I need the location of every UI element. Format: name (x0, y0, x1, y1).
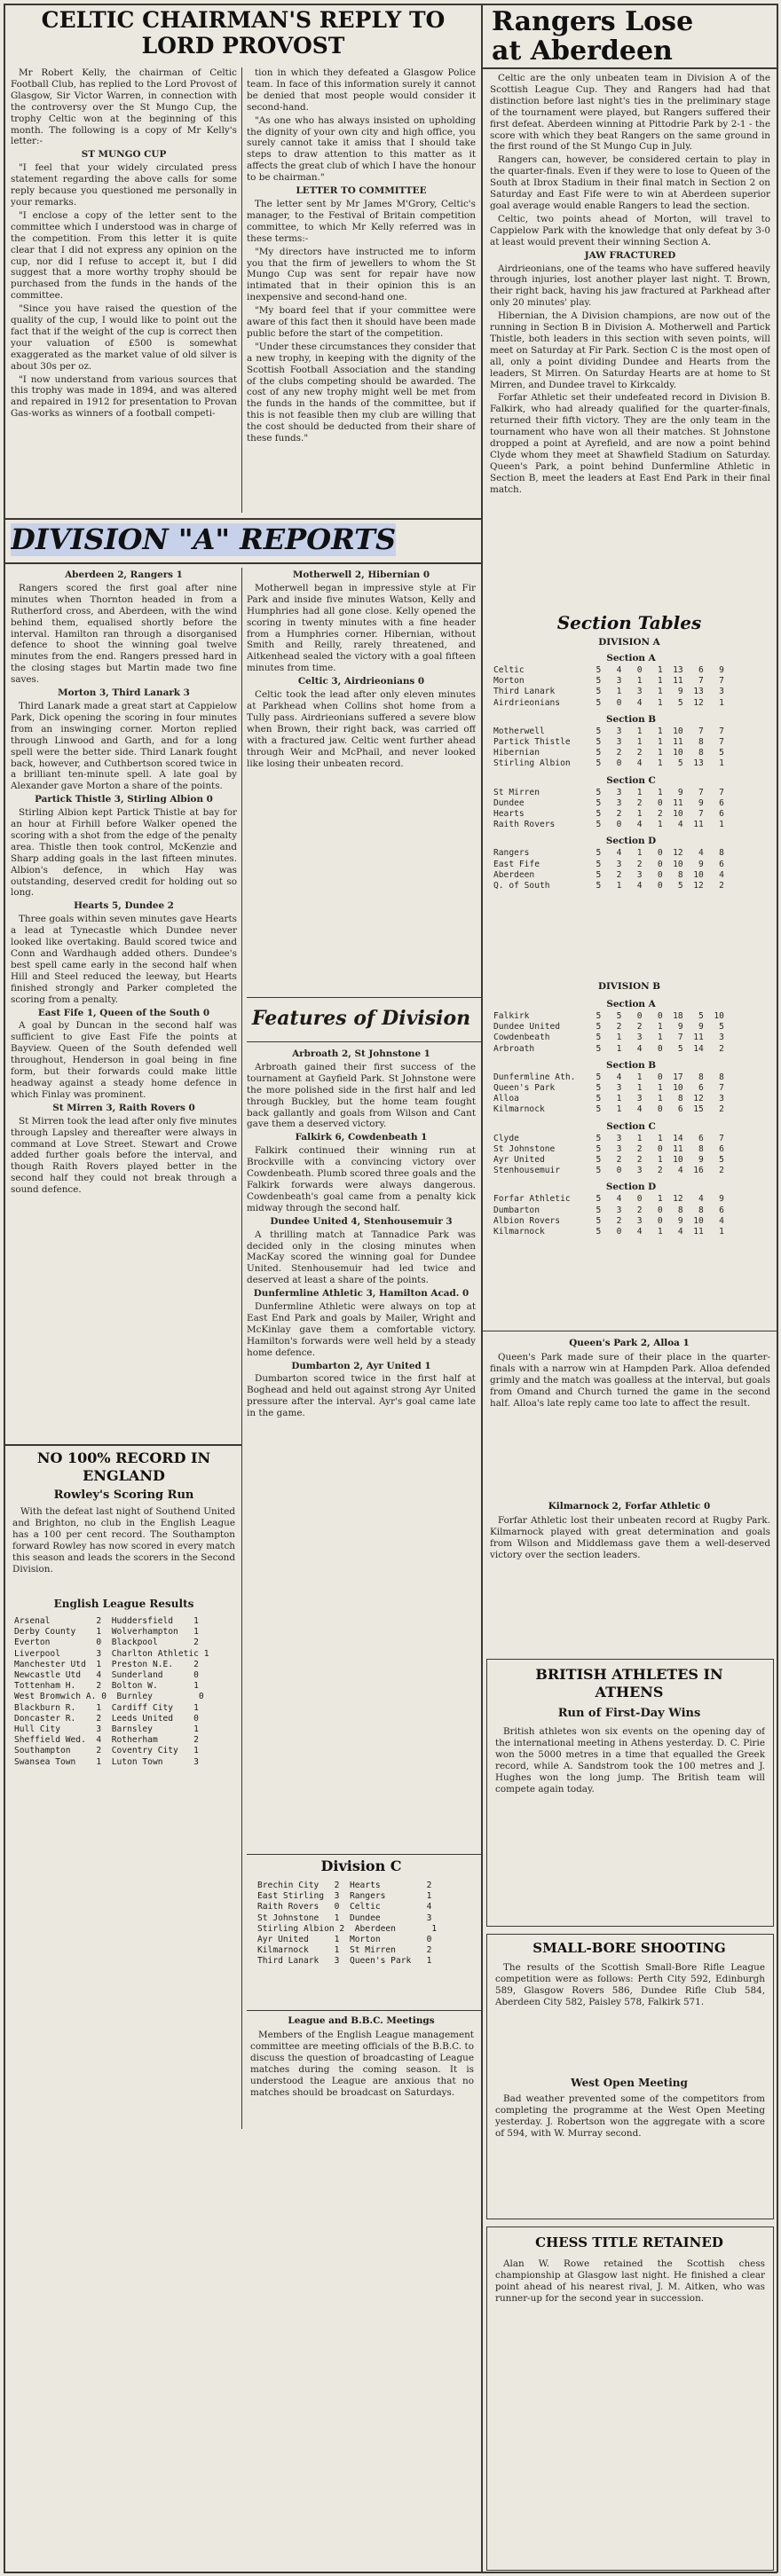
celtic-subhead: LETTER TO COMMITTEE (296, 185, 427, 197)
table-row: Albion Rovers 5 2 3 0 9 10 4 (493, 1215, 724, 1226)
section-title: Section D (605, 836, 657, 847)
english-results-title: English League Results (53, 1598, 194, 1610)
celtic-article-col1 (11, 67, 237, 529)
celtic-para: "I enclose a copy of the letter sent to the committee which I understood was in charge of the competition. From this letter it is quite clear that I did not express any opinion on the cup, nor did I refuse to accept it, but I did suggest that a more worthy trophy should be purchased from the funds in the hands of the committee. (11, 209, 237, 302)
celtic-para: tion in which they defeated a Glasgow Police team. In face of this information surely it cannot be denied that most people would consider it second-hand. (247, 67, 476, 113)
result-row: Tottenham H. 2 Bolton W. 1 (14, 1681, 199, 1692)
section-title: Section C (606, 1120, 656, 1132)
table-row: Q. of South 5 1 4 0 5 12 2 (493, 881, 724, 891)
chess-title: CHESS TITLE RETAINED (535, 2234, 723, 2250)
section-title: Section A (606, 653, 656, 664)
match-report: A thrilling match at Tannadice Park was decided only in the closing minutes when MacKay scored the winning goal for Dundee United. Stenhousemuir had led twice and deserved at least a share of the points. (247, 1229, 476, 1286)
division-a-tables (493, 648, 769, 976)
athletes-title: BRITISH ATHLETES IN ATHENS (535, 1666, 723, 1700)
match-heading: Motherwell 2, Hibernian 0 (292, 569, 430, 580)
match-report: Falkirk continued their winning run at Brockville with a convincing victory over Cowdenbeath. Plumb scored three goals and the Falkirk forwards were always dangerous. Cowdenbeath's goal came from a penalty kick midway through the second half. (247, 1145, 476, 1213)
queens-park-report: Queen's Park made sure of their place in the quarter-finals with a narrow win at Hampden Park. Alloa defended grimly and the match was goalless at the interval, but goals from Omand and Church turned the game in the second half. Alloa's late reply came too late to affect the result. (490, 1352, 770, 1409)
match-heading: Aberdeen 2, Rangers 1 (65, 569, 183, 580)
section-title: Section D (605, 1182, 657, 1193)
result-row: Raith Rovers 0 Celtic 4 (257, 1902, 432, 1912)
division-b-title: Features of Division (251, 1007, 471, 1030)
table-row: Dunfermline Ath. 5 4 1 0 17 8 8 (493, 1072, 724, 1082)
result-row: Kilmarnock 1 St Mirren 2 (257, 1945, 432, 1956)
smallbore-text: The results of the Scottish Small-Bore Rifle League competition were as follows: Perth City 592, Edinburgh 589, Glasgow Rovers 586, Dundee Rifle Club 584, Aberdeen City 582, Paisley 578, Falkirk 571. (495, 1962, 765, 2007)
table-row: Celtic 5 4 0 1 13 6 9 (493, 665, 724, 675)
rangers-para: Airdrieonians, one of the teams who have suffered heavily through injuries, lost another player last night. T. Brown, their right back, having his jaw fractured at Parkhead after only 20 minutes' play. (490, 263, 770, 309)
westopen-title: West Open Meeting (571, 2077, 688, 2089)
result-row: Newcastle Utd 4 Sunderland 0 (14, 1670, 199, 1681)
league-bbc-title: League and B.B.C. Meetings (288, 2015, 435, 2026)
result-row: Blackburn R. 1 Cardiff City 1 (14, 1702, 199, 1713)
table-row: Kilmarnock 5 0 4 1 4 11 1 (493, 1227, 724, 1237)
celtic-para: "My directors have instructed me to inform you that the firm of jewellers to whom the St Mungo Cup was sent for repair have now intimated that in their opinion this is an inexpensive and second-hand one. (247, 246, 476, 303)
result-row: Manchester Utd 1 Preston N.E. 2 (14, 1659, 199, 1669)
rangers-para: Celtic are the only unbeaten team in Division A of the Scottish League Cup. They and Rangers had had that distinction before last night's ties in the preliminary stage of the tournament were played, but Rangers suffered their first defeat. Aberdeen winning at Pittodrie Park by 2-1 - the score with which they beat Rangers on the same ground in the first round of the St Mungo Cup in July. (490, 73, 770, 153)
match-heading: Arbroath 2, St Johnstone 1 (292, 1048, 430, 1059)
match-report: Dumbarton scored twice in the first half at Boghead and held out against strong Ayr United pressure after the interval. Ayr's goal came late in the game. (247, 1373, 476, 1419)
result-row: Third Lanark 3 Queen's Park 1 (257, 1956, 432, 1967)
result-row: Everton 0 Blackpool 2 (14, 1637, 199, 1648)
match-heading: East Fife 1, Queen of the South 0 (37, 1007, 210, 1018)
rangers-para: Hibernian, the A Division champions, are now out of the running in Section B in Division A. Motherwell and Partick Thistle, both leaders in this section with seven points, will meet on Saturday at Fir Park. Section C is the most open of all, only a point dividing Dundee and Hearts from the leaders, St Mirren. On Saturday Hearts are at home to St Mirren, and Dundee travel to Kirkcaldy. (490, 310, 770, 390)
table-row: Dundee United 5 2 2 1 9 9 5 (493, 1022, 724, 1033)
rangers-article (490, 73, 770, 605)
table-row: Clyde 5 3 1 1 14 6 7 (493, 1133, 724, 1143)
match-heading: Hearts 5, Dundee 2 (74, 900, 174, 912)
table-row: Third Lanark 5 1 3 1 9 13 3 (493, 687, 724, 697)
match-report: Rangers scored the first goal after nine minutes when Thornton headed in from a Rutherford cross, and Aberdeen, with the wind behind them, equalised shortly before the interval. Hamilton ran through a disorganised defence to shoot the winning goal twelve minutes from the end. Rangers pressed hard in the closing stages but Martin made two fine saves. (11, 582, 237, 686)
division-a-title: DIVISION "A" REPORTS (11, 523, 397, 556)
match-report: Third Lanark made a great start at Cappielow Park, Dick opening the scoring in four minutes from an inswinging corner. Morton replied through Linwood and Garth, and for a long spell were the better side. Third Lanark fought back, however, and Cuthbertson scored twice in a brilliant ten-minute spell. A late goal by Alexander gave Morton a share of the points. (11, 700, 237, 792)
athletes-text: British athletes won six events on the opening day of the international meeting in Athens yesterday. D. C. Pirie won the 5000 metres in a time that equalled the Greek record, while A. Sandstrom took the 100 metres and J. Hughes won the long jump. The British team will compete again today. (495, 1726, 765, 1795)
result-row: Hull City 3 Barnsley 1 (14, 1724, 199, 1735)
table-row: Motherwell 5 3 1 1 10 7 7 (493, 726, 724, 736)
rangers-para: Rangers can, however, be considered certain to play in the quarter-finals. Even if they were to lose to Queen of the South at Ibrox Stadium in their final match in Section 2 on Saturday and East Fife were to win at Aberdeen superior goal average would enable Rangers to lead the section. (490, 154, 770, 211)
division-c-results (257, 1881, 470, 2005)
division-c-title: Division C (320, 1857, 402, 1874)
result-row: Swansea Town 1 Luton Town 3 (14, 1756, 199, 1767)
division-a-col1 (11, 568, 237, 1437)
division-b-tables (493, 993, 769, 1322)
no100-text: With the defeat last night of Southend United and Brighton, no club in the English League has a 100 per cent record. The Southampton forward Rowley has now scored in every match this season and leads the scorers in the Second Division. (12, 1506, 235, 1575)
celtic-para: "As one who has always insisted on upholding the dignity of your own city and high office, you surely cannot take it amiss that I should take steps to draw attention to this matter as it affects the great club of which I have the honour to be chairman." (247, 114, 476, 184)
table-row: Raith Rovers 5 0 4 1 4 11 1 (493, 820, 724, 830)
match-report: St Mirren took the lead after only five minutes through Lapsley and thereafter were always in command at Love Street. Stewart and Crowe added further goals before the interval, and though Raith Rovers played better in the second half they could not break through a sound defence. (11, 1115, 237, 1196)
result-row: Ayr United 1 Morton 0 (257, 1935, 432, 1945)
section-title: Section B (605, 713, 657, 725)
section-title: Section A (606, 999, 656, 1009)
league-bbc-text: Members of the English League management committee are meeting officials of the B.B.C. to discuss the question of broadcasting of League matches during the coming season. It is understood the League are anxious that no matches should be broadcast on Saturdays. (250, 2030, 474, 2098)
table-row: Rangers 5 4 1 0 12 4 8 (493, 848, 724, 859)
table-row: Hearts 5 2 1 2 10 7 6 (493, 809, 724, 820)
results-list (14, 1616, 236, 1768)
result-row: West Bromwich A. 0 Burnley 0 (14, 1692, 204, 1702)
rangers-para: Celtic, two points ahead of Morton, will travel to Cappielow Park with the knowledge that only defeat by 3-0 at least would prevent their winning Section A. (490, 213, 770, 247)
table-row: St Johnstone 5 3 2 0 11 8 6 (493, 1143, 724, 1154)
table-row: Aberdeen 5 2 3 0 8 10 4 (493, 869, 724, 880)
table-row: East Fife 5 3 2 0 10 9 6 (493, 859, 724, 869)
westopen-text: Bad weather prevented some of the competitors from completing the programme at the West Open Meeting yesterday. J. Robertson won the aggregate with a score of 594, with W. Murray second. (495, 2093, 765, 2139)
match-report: Three goals within seven minutes gave Hearts a lead at Tynecastle which Dundee never looked like overtaking. Bauld scored twice and Conn and Wardhaugh added others. Dundee's best spell came early in the second half when Hill and Steel reduced the leeway, but Hearts finished strongly and Parker completed the scoring from a penalty. (11, 914, 237, 1005)
match-heading: St Mirren 3, Raith Rovers 0 (52, 1102, 195, 1113)
result-row: Derby County 1 Wolverhampton 1 (14, 1627, 199, 1637)
table-row: Dumbarton 5 3 2 0 8 8 6 (493, 1205, 724, 1215)
celtic-para: "I feel that your widely circulated press statement regarding the above calls for some reply because you questioned me personally in your remarks. (11, 162, 237, 208)
match-heading: Dunfermline Athletic 3, Hamilton Acad. 0 (253, 1288, 469, 1300)
result-row: Arsenal 2 Huddersfield 1 (14, 1616, 199, 1626)
celtic-article-col2 (247, 67, 476, 529)
kilmarnock-heading: Kilmarnock 2, Forfar Athletic 0 (548, 1501, 711, 1512)
division-a-col2 (247, 568, 476, 993)
table-row: Airdrieonians 5 0 4 1 5 12 1 (493, 697, 724, 708)
result-row: St Johnstone 1 Dundee 3 (257, 1912, 432, 1923)
match-heading: Partick Thistle 3, Stirling Albion 0 (35, 794, 213, 805)
table-row: Forfar Athletic 5 4 0 1 12 4 9 (493, 1194, 724, 1205)
headline-celtic: CELTIC CHAIRMAN'S REPLY TO LORD PROVOST (41, 7, 446, 59)
result-row: Southampton 2 Coventry City 1 (14, 1746, 199, 1756)
headline-rangers: Rangers Lose at Aberdeen (492, 7, 694, 62)
rangers-subhead: JAW FRACTURED (584, 249, 676, 261)
match-heading: Dumbarton 2, Ayr United 1 (291, 1360, 431, 1371)
table-row: Kilmarnock 5 1 4 0 6 15 2 (493, 1104, 724, 1115)
rangers-para: Forfar Athletic set their undefeated record in Division B. Falkirk, who had already qualified for the quarter-finals, returned their fifth victory. They are the only team in the tournament who have won all their matches. St Johnstone dropped a point at Ayrefield, and are now a point behind Clyde whom they meet at Shawfield Stadium on Saturday. Queen's Park, a point behind Dunfermline Athletic in Section B, meet the leaders at East End Park in their final match. (490, 392, 770, 495)
section-title: Section C (606, 774, 656, 786)
celtic-para: The letter sent by Mr James M'Grory, Celtic's manager, to the Festival of Britain competition committee, to which Mr Kelly referred was in these terms:- (247, 198, 476, 244)
athletes-sub: Run of First-Day Wins (557, 1707, 701, 1720)
celtic-para: "My board feel that if your committee were aware of this fact then it should have been made public before the start of the competition. (247, 305, 476, 339)
table-row: Cowdenbeath 5 1 3 1 7 11 3 (493, 1033, 724, 1043)
table-row: Stenhousemuir 5 0 3 2 4 16 2 (493, 1166, 724, 1176)
section-title: Section B (605, 1059, 657, 1071)
table-row: Arbroath 5 1 4 0 5 14 2 (493, 1043, 724, 1054)
celtic-para: "I now understand from various sources that this trophy was made in 1894, and was altered and repaired in 1912 for presentation to Provan Gas-works as winners of a football competi- (11, 373, 237, 420)
division-a-label: DIVISION A (598, 637, 660, 648)
result-row: Brechin City 2 Hearts 2 (257, 1881, 432, 1890)
results-list (257, 1881, 470, 1967)
section-tables-title: Section Tables (556, 612, 702, 633)
table-row: Ayr United 5 2 2 1 10 9 5 (493, 1155, 724, 1166)
smallbore-title: SMALL-BORE SHOOTING (532, 1940, 726, 1956)
kilmarnock-report: Forfar Athletic lost their unbeaten record at Rugby Park. Kilmarnock played with great determination and goals from Wilson and Middlemass gave them a well-deserved victory over the section leaders. (490, 1515, 770, 1560)
result-row: Sheffield Wed. 4 Rotherham 2 (14, 1735, 199, 1746)
table-row: St Mirren 5 3 1 1 9 7 7 (493, 787, 724, 797)
english-results (14, 1616, 236, 2131)
table-row: Falkirk 5 5 0 0 18 5 10 (493, 1011, 724, 1021)
match-heading: Celtic 3, Airdrieonians 0 (297, 676, 425, 687)
table-row: Queen's Park 5 3 1 1 10 6 7 (493, 1083, 724, 1094)
match-report: Dunfermline Athletic were always on top at East End Park and goals by Mailer, Wright and McKinlay gave them a comfortable victory. Hamilton's forwards were well held by a steady home defence. (247, 1301, 476, 1358)
match-heading: Morton 3, Third Lanark 3 (58, 687, 190, 699)
result-row: East Stirling 3 Rangers 1 (257, 1891, 432, 1902)
division-b-col (247, 1047, 476, 1845)
match-report: Celtic took the lead after only eleven minutes at Parkhead when Collins shot home from a Tully pass. Airdrieonians suffered a severe blow when Brown, their right back, was carried off with a fractured jaw. Celtic went further ahead through Weir and McPhail, and never looked like losing their unbeaten record. (247, 689, 476, 769)
table-row: Morton 5 3 1 1 11 7 7 (493, 676, 724, 687)
match-heading: Dundee United 4, Stenhousemuir 3 (270, 1215, 453, 1227)
celtic-para: Mr Robert Kelly, the chairman of Celtic Football Club, has replied to the Lord Provost of Glasgow, Sir Victor Warren, in connection with the controversy over the St Mungo Cup, the trophy Celtic won at the beginning of this month. The following is a copy of Mr Kelly's letter:- (11, 67, 237, 147)
table-row: Partick Thistle 5 3 1 1 11 8 7 (493, 737, 724, 748)
queens-park-heading: Queen's Park 2, Alloa 1 (569, 1338, 690, 1348)
no100-title: NO 100% RECORD IN ENGLAND (36, 1449, 211, 1484)
table-row: Alloa 5 1 3 1 8 12 3 (493, 1094, 724, 1104)
division-b-label: DIVISION B (597, 981, 661, 992)
table-row: Stirling Albion 5 0 4 1 5 13 1 (493, 758, 724, 769)
table-row: Dundee 5 3 2 0 11 9 6 (493, 797, 724, 808)
match-report: A goal by Duncan in the second half was sufficient to give East Fife the points at Bayview. Queen of the South defended well throughout, Henderson in goal being in fine form, but their forwards could make little headway against a steady home defence in which Finlay was prominent. (11, 1020, 237, 1100)
celtic-para: "Under these circumstances they consider that a new trophy, in keeping with the dignity of the Scottish Football Association and the standing of the clubs competing should be awarded. The cost of any new trophy might well be met from the funds in the hands of the committee, but if this is not feasible then my club are willing that the cost should be deducted from their share of these funds." (247, 341, 476, 444)
result-row: Stirling Albion 2 Aberdeen 1 (257, 1923, 438, 1934)
match-heading: Falkirk 6, Cowdenbeath 1 (295, 1132, 428, 1143)
chess-text: Alan W. Rowe retained the Scottish chess championship at Glasgow last night. He finished a clear point ahead of his nearest rival, J. M. Aitken, who was runner-up for the second year in succession. (495, 2258, 765, 2304)
table-row: Hibernian 5 2 2 1 10 8 5 (493, 748, 724, 758)
match-report: Arbroath gained their first success of the tournament at Gayfield Park. St Johnstone were the more polished side in the first half and led through Buckley, but the home team fought back gallantly and goals from Wilson and Cant gave them a deserved victory. (247, 1061, 476, 1130)
match-report: Stirling Albion kept Partick Thistle at bay for an hour at Firhill before Walker opened the scoring with a shot from the edge of the penalty area. Thistle then took control, McKenzie and Sharp adding goals in the last fifteen minutes. Albion's defence, in which Hay was outstanding, deserved credit for holding out so long. (11, 807, 237, 899)
no100-sub: Rowley's Scoring Run (53, 1488, 194, 1502)
result-row: Doncaster R. 2 Leeds United 0 (14, 1713, 199, 1724)
match-report: Motherwell began in impressive style at Fir Park and inside five minutes Watson, Kelly and Humphries had all gone close. Kelly opened the scoring in twenty minutes with a fine header from a Humphries corner. Hibernian, without Smith and Reilly, rarely threatened, and Aitkenhead sealed the victory with a goal fifteen minutes from time. (247, 582, 476, 674)
celtic-subhead: ST MUNGO CUP (81, 149, 167, 161)
result-row: Liverpool 3 Charlton Athletic 1 (14, 1648, 209, 1659)
celtic-para: "Since you have raised the question of the quality of the cup, I would like to point out the fact that if the weight of the cup is correct then your valuation of £500 is somewhat exaggerated as the market value of old silver is about 30s per oz. (11, 303, 237, 372)
